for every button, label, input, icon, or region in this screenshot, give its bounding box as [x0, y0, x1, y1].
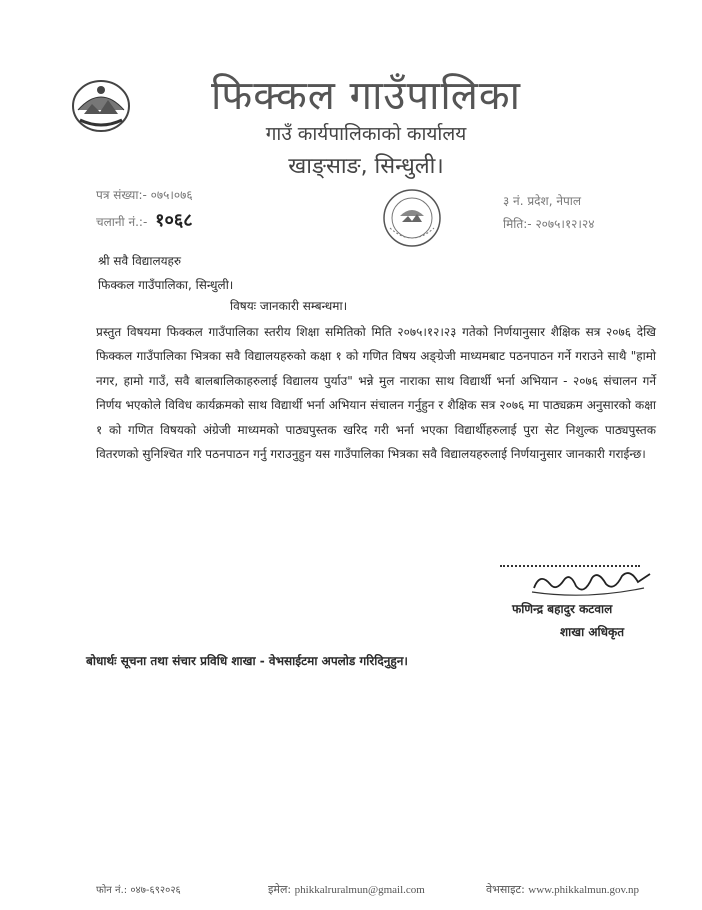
- handwritten-signature: [526, 566, 656, 600]
- province-line: ३ नं. प्रदेश, नेपाल: [503, 194, 582, 208]
- letterhead-subtitle: गाउँ कार्यपालिकाको कार्यालय: [265, 123, 467, 145]
- recipient-line-1: श्री सवै विद्यालयहरु: [98, 254, 182, 268]
- dispatch-number: [96, 208, 193, 232]
- letter-body: प्रस्तुत विषयमा फिक्कल गाउँपालिका स्तरीय शिक्षा समितिको मिति २०७५।१२।२३ गतेको निर्णयानुसार शैक्षिक सत्र २०७६ देखि फिक्कल गाउँपालिका भित्रका सवै विद्यालयहरुको कक्षा १ को गणित विषय अङ्ग्रेजी माध्यमबाट पठनपाठन गर्ने गराउने साथै "हामो नगर, हामो गाउँ, सवै बालबालिकाहरुलाई विद्यालय पुर्याउ" भन्ने मुल नाराका साथ विद्यार्थी भर्ना अभियान - २०७६ संचालन गर्ने निर्णय भएकोले विविध कार्यक्रमको साथ विद्यार्थी भर्ना अभियान संचालन गर्नुहुन र शैक्षिक सत्र २०७६ मा पाठ्यक्रम अनुसारको कक्षा १ को गणित विषयको अंग्रेजी माध्यमको पाठ्यपुस्तक खरिद गरी भर्ना भएका विद्यार्थीहरुलाई पुरा सेट निशुल्क पाठ्यपुस्तक वितरणको सुनिश्चित गरि पठनपाठन गर्नु गराउनुहुन यस गाउँपालिका भित्रका सवै विद्यालयहरुलाई निर्णयानुसार जानकारी गराईन्छ।: [96, 325, 656, 462]
- footer-phone: [96, 882, 181, 896]
- footer-email: [268, 882, 425, 897]
- office-seal-icon: [380, 186, 444, 250]
- website-value: www.phikkalmun.gov.np: [528, 884, 640, 896]
- date-line: [503, 215, 594, 232]
- letterhead-title: फिक्कल गाउँपालिका: [211, 73, 521, 119]
- reference-number: [96, 186, 193, 203]
- footer-website: [486, 882, 639, 897]
- phone-label: फोन नं.:: [96, 885, 128, 896]
- signatory-title: शाखा अधिकृत: [560, 625, 625, 639]
- subject-line: विषयः जानकारी सम्बन्धमा।: [230, 299, 348, 313]
- signatory-name: फणिन्द्र बहादुर कटवाल: [512, 602, 613, 616]
- email-value: phikkalruralmun@gmail.com: [294, 884, 425, 896]
- dispatch-value: १०६८: [155, 210, 193, 231]
- date-label: मिति:-: [503, 217, 532, 231]
- recipient-line-2: फिक्कल गाउँपालिका, सिन्धुली।: [98, 278, 234, 292]
- reference-value: ०७५।०७६: [150, 188, 193, 202]
- date-value: २०७५।१२।२४: [535, 217, 595, 231]
- reference-label: पत्र संख्या:-: [96, 188, 147, 202]
- phone-value: ०४७-६९२०२६: [130, 885, 181, 896]
- letterhead-address: खाङ्साङ, सिन्धुली।: [288, 154, 444, 179]
- cc-line: बोधार्थः सूचना तथा संचार प्रविधि शाखा - वेभसाईटमा अपलोड गरिदिनुहुन।: [86, 654, 408, 668]
- dispatch-label: चलानी नं.:-: [96, 215, 148, 229]
- email-label: इमेल:: [268, 883, 292, 896]
- website-label: वेभसाइट:: [486, 883, 525, 896]
